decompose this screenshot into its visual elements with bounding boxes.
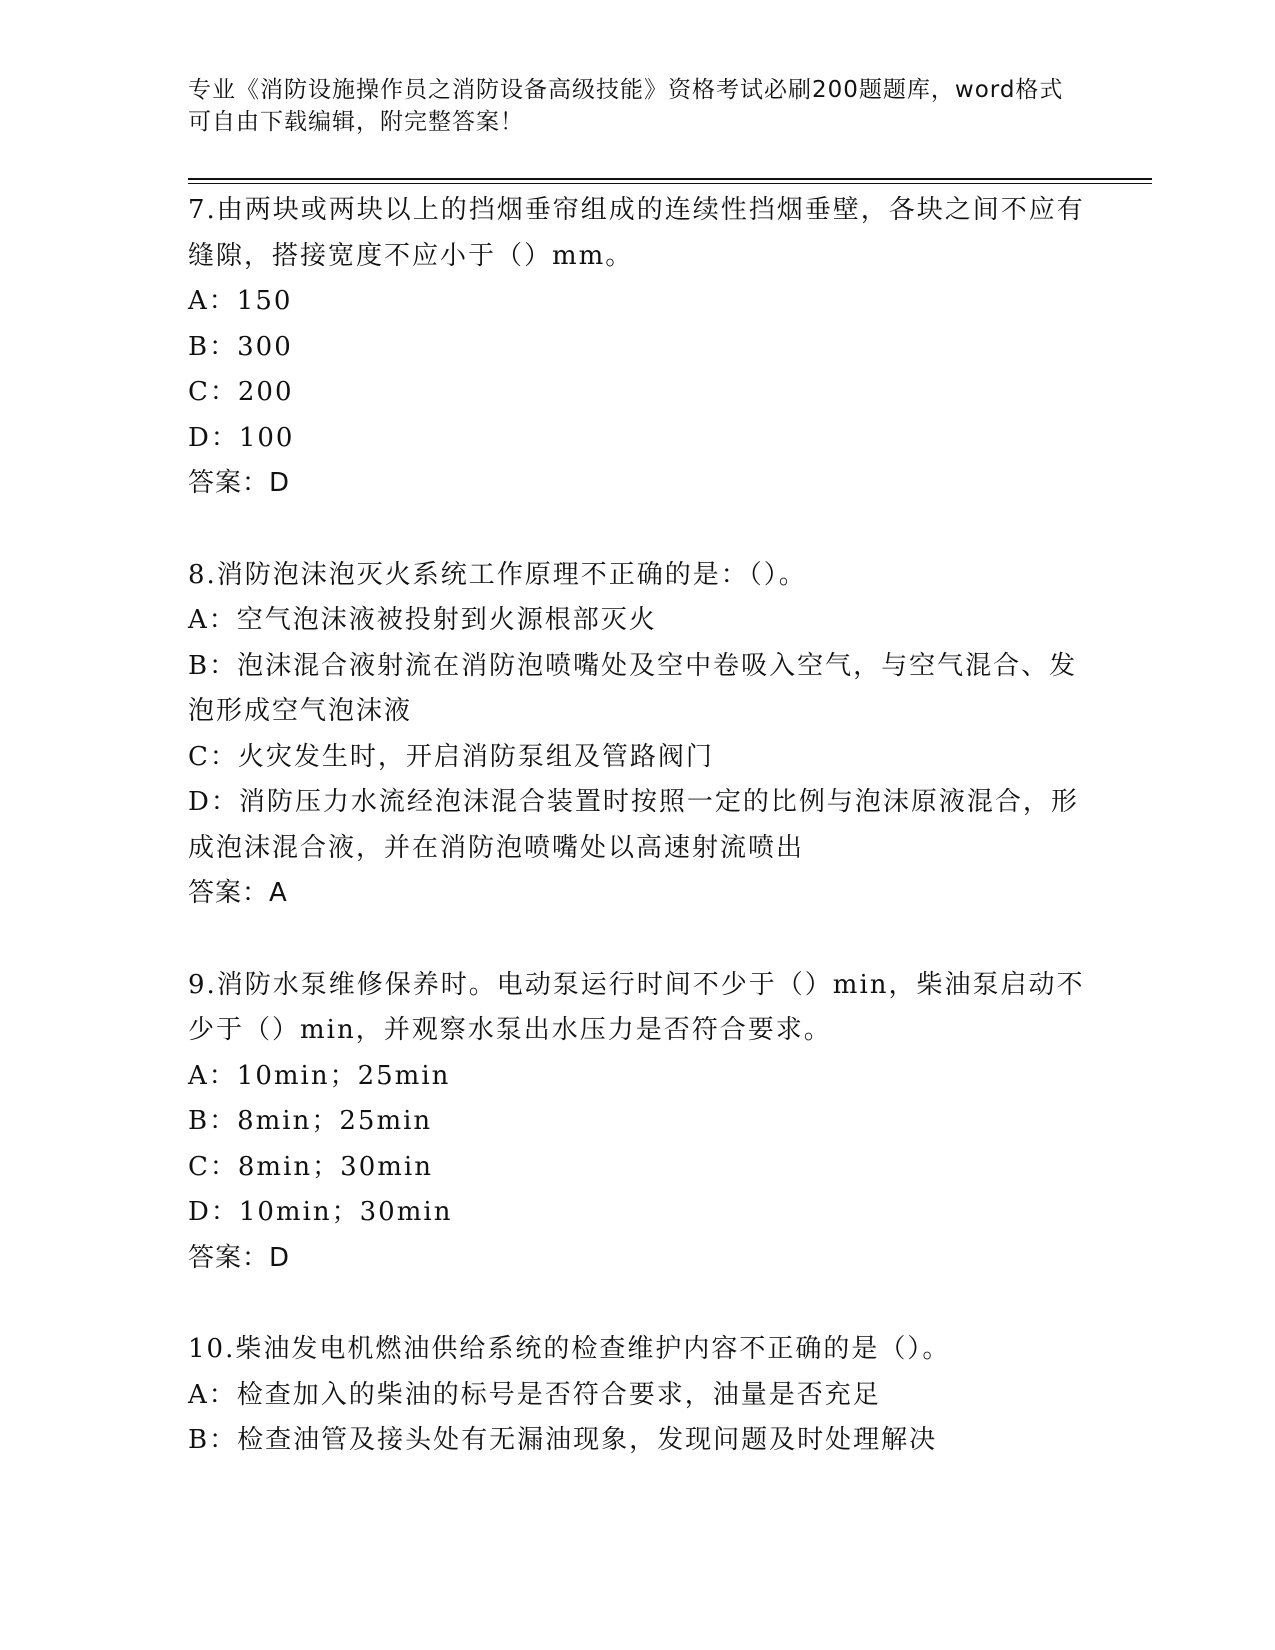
option-d: D：100: [188, 422, 295, 453]
option-a: A：空气泡沫液被投射到火源根部灭火: [188, 605, 657, 635]
option-b: B：300: [188, 331, 293, 362]
answer-line: 答案：A: [188, 878, 288, 908]
option-c: C：火灾发生时，开启消防泵组及管路阀门: [188, 741, 714, 772]
answer-line: 答案：D: [188, 1242, 291, 1273]
option-a: A：10min；25min: [188, 1060, 451, 1091]
question-7: [188, 188, 1088, 507]
option-d: D：10min；30min: [188, 1197, 453, 1227]
header-divider-thin: [188, 183, 1152, 184]
option-b: B：8min；25min: [188, 1106, 433, 1136]
question-stem: 10.柴油发电机燃油供给系统的检查维护内容不正确的是（）。: [188, 1334, 951, 1364]
header-divider-thick: [188, 178, 1152, 180]
question-9: [188, 963, 1088, 1282]
question-10: [188, 1327, 1088, 1464]
option-a: A：150: [188, 286, 293, 316]
option-d: D：消防压力水流经泡沫混合装置时按照一定的比例与泡沫原液混合，形成泡沫混合液，并在消防泡喷嘴处以高速射流喷出: [188, 787, 1079, 863]
option-c: C：8min；30min: [188, 1151, 433, 1182]
answer-line: 答案：D: [188, 468, 291, 498]
document-header: 专业《消防设施操作员之消防设备高级技能》资格考试必刷200题题库，word格式可自由下载编辑，附完整答案！: [188, 77, 1064, 135]
option-c: C：200: [188, 377, 294, 407]
question-8: [188, 553, 1088, 917]
question-list: [188, 188, 1088, 1510]
option-b: B：泡沫混合液射流在消防泡喷嘴处及空中卷吸入空气，与空气混合、发泡形成空气泡沫液: [188, 650, 1078, 726]
option-b: B：检查油管及接头处有无漏油现象，发现问题及时处理解决: [188, 1425, 938, 1455]
option-a: A：检查加入的柴油的标号是否符合要求，油量是否充足: [188, 1379, 881, 1410]
question-stem: 8.消防泡沫泡灭火系统工作原理不正确的是：（）。: [188, 559, 807, 590]
question-stem: 9.消防水泵维修保养时。电动泵运行时间不少于（）min，柴油泵启动不少于（）min，并观察水泵出水压力是否符合要求。: [188, 969, 1085, 1045]
question-stem: 7.由两块或两块以上的挡烟垂帘组成的连续性挡烟垂壁，各块之间不应有缝隙，搭接宽度不应小于（）mm。: [188, 195, 1085, 271]
